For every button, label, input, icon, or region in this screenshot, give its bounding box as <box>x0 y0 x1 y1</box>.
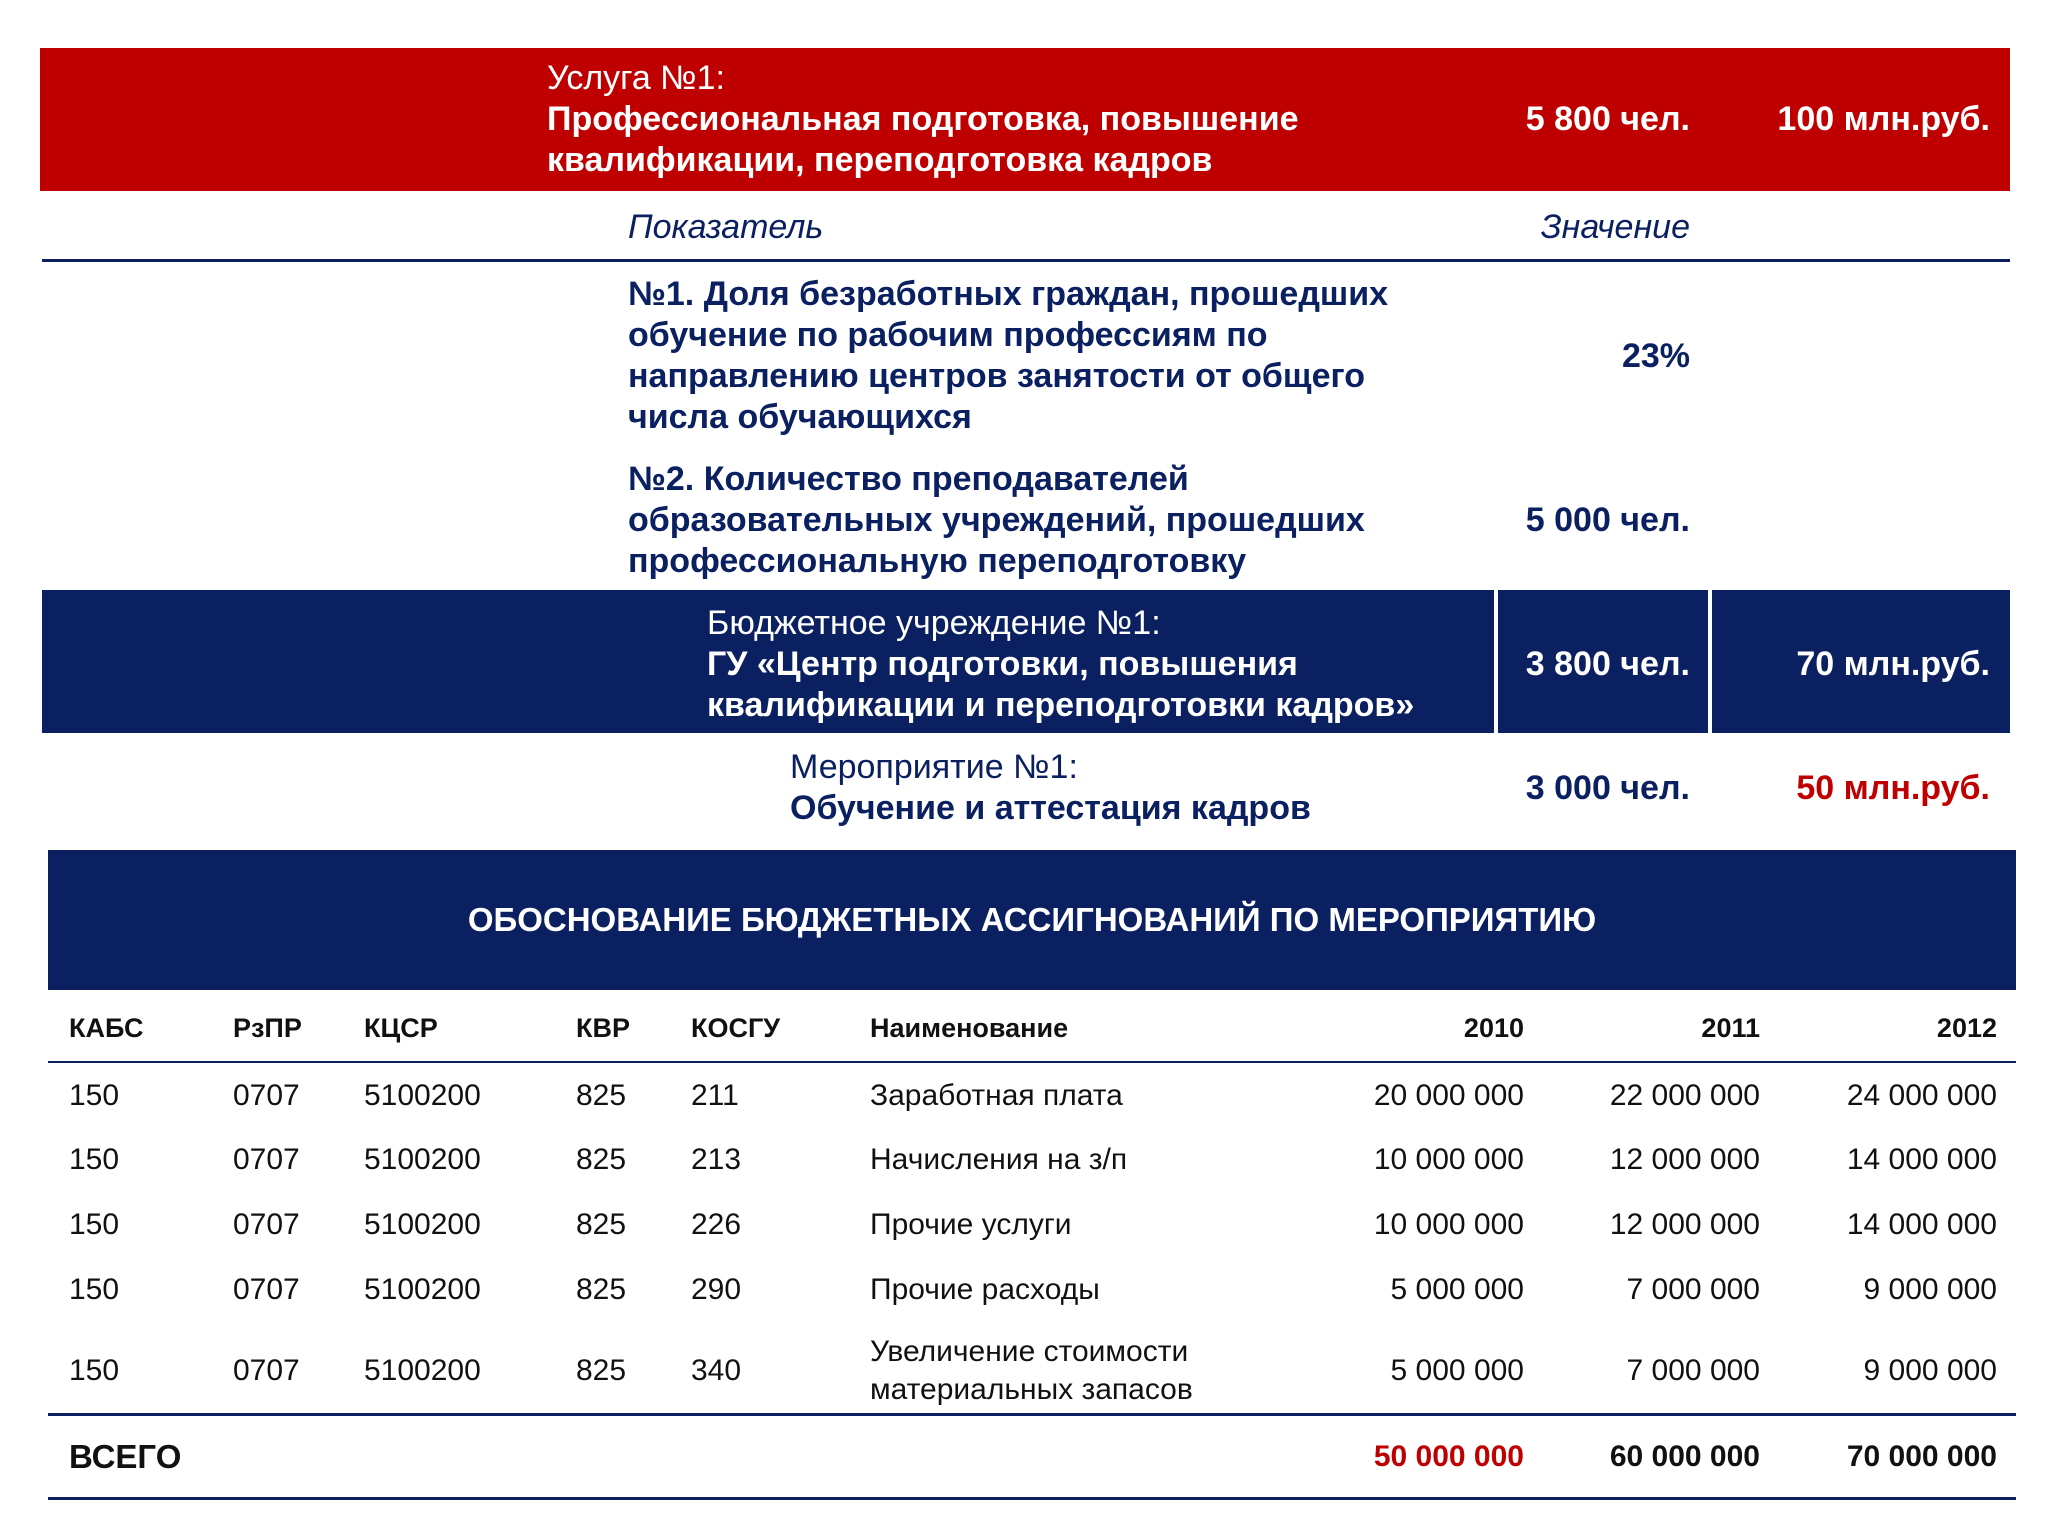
col-header-rzpr: РзПР <box>233 1013 302 1043</box>
cell-2012: 24 000 000 <box>1846 1079 1997 1112</box>
indicator-2-line: №2. Количество преподавателей <box>628 460 1189 498</box>
cell-2010: 5 000 000 <box>1390 1273 1524 1306</box>
cell-kosgu: 290 <box>691 1273 742 1306</box>
col-header-2011: 2011 <box>1701 1013 1760 1043</box>
cell-kosgu: 213 <box>691 1143 742 1176</box>
institution-label: Бюджетное учреждение №1: <box>707 604 1161 642</box>
col-header-kvr: КВР <box>576 1013 630 1043</box>
total-2012: 70 000 000 <box>1846 1440 1997 1473</box>
col-header-name: Наименование <box>870 1013 1069 1043</box>
cell-kvr: 825 <box>576 1273 627 1306</box>
cell-kosgu: 226 <box>691 1208 742 1241</box>
cell-kabs: 150 <box>69 1143 120 1176</box>
indicator-divider <box>42 259 2010 262</box>
cell-kcsr: 5100200 <box>364 1354 481 1387</box>
cell-kcsr: 5100200 <box>364 1273 481 1306</box>
cell-2011: 7 000 000 <box>1626 1273 1760 1306</box>
indicator-2-line: профессиональную переподготовку <box>628 542 1247 580</box>
total-label: ВСЕГО <box>69 1438 182 1475</box>
institution-budget: 70 млн.руб. <box>1796 645 1990 683</box>
cell-2011: 12 000 000 <box>1609 1143 1760 1176</box>
event-people: 3 000 чел. <box>1525 769 1690 807</box>
cell-rzpr: 0707 <box>233 1143 300 1176</box>
indicator-1-line: числа обучающихся <box>628 398 972 436</box>
total-2011: 60 000 000 <box>1609 1440 1760 1473</box>
indicator-1-text <box>628 274 1528 438</box>
cell-kvr: 825 <box>576 1079 627 1112</box>
cell-rzpr: 0707 <box>233 1208 300 1241</box>
indicator-2-line: образовательных учреждений, прошедших <box>628 501 1365 539</box>
cell-rzpr: 0707 <box>233 1079 300 1112</box>
service-people: 5 800 чел. <box>1525 100 1690 138</box>
cell-kosgu: 340 <box>691 1354 742 1387</box>
cell-kabs: 150 <box>69 1273 120 1306</box>
cell-2012: 14 000 000 <box>1846 1208 1997 1241</box>
indicator-2-text <box>628 459 1528 582</box>
cell-name: Прочие услуги <box>870 1208 1072 1241</box>
indicator-2-value: 5 000 чел. <box>1525 501 1690 539</box>
indicator-1-value: 23% <box>1621 337 1690 375</box>
cell-name: Начисления на з/п <box>870 1143 1128 1176</box>
cell-kabs: 150 <box>69 1354 120 1387</box>
institution-people: 3 800 чел. <box>1525 645 1690 683</box>
table-total-divider <box>48 1413 2016 1416</box>
indicator-header-name: Показатель <box>628 208 824 246</box>
cell-kvr: 825 <box>576 1143 627 1176</box>
cell-2011: 12 000 000 <box>1609 1208 1760 1241</box>
cell-kosgu: 211 <box>691 1079 739 1112</box>
indicator-header-value: Значение <box>1540 208 1690 246</box>
cell-2011: 7 000 000 <box>1626 1354 1760 1387</box>
institution-name-line2: квалификации и переподготовки кадров» <box>707 686 1415 724</box>
cell-name: Заработная плата <box>870 1079 1123 1112</box>
service-name-line1: Профессиональная подготовка, повышение <box>547 100 1299 138</box>
cell-kcsr: 5100200 <box>364 1079 481 1112</box>
cell-kvr: 825 <box>576 1208 627 1241</box>
total-2010: 50 000 000 <box>1373 1440 1524 1473</box>
cell-kcsr: 5100200 <box>364 1143 481 1176</box>
cell-rzpr: 0707 <box>233 1273 300 1306</box>
cell-2012: 14 000 000 <box>1846 1143 1997 1176</box>
col-header-kcsr: КЦСР <box>364 1013 438 1043</box>
col-header-2012: 2012 <box>1936 1013 1997 1043</box>
service-budget: 100 млн.руб. <box>1777 100 1990 138</box>
indicator-1-line: направлению центров занятости от общего <box>628 357 1366 395</box>
cell-kvr: 825 <box>576 1354 627 1387</box>
indicator-1-line: обучение по рабочим профессиям по <box>628 316 1268 354</box>
cell-2011: 22 000 000 <box>1609 1079 1760 1112</box>
indicator-1-line: №1. Доля безработных граждан, прошедших <box>628 275 1389 313</box>
event-label: Мероприятие №1: <box>790 748 1078 786</box>
event-budget: 50 млн.руб. <box>1796 769 1990 807</box>
cell-2012: 9 000 000 <box>1863 1354 1997 1387</box>
service-name-line2: квалификации, переподготовка кадров <box>547 141 1213 179</box>
cell-2010: 10 000 000 <box>1373 1208 1524 1241</box>
col-header-kabs: КАБС <box>69 1013 144 1043</box>
cell-name: Увеличение стоимости <box>870 1335 1189 1368</box>
table-header-divider <box>48 1061 2016 1063</box>
table-bottom-divider <box>48 1497 2016 1500</box>
cell-2012: 9 000 000 <box>1863 1273 1997 1306</box>
cell-2010: 20 000 000 <box>1373 1079 1524 1112</box>
col-header-2010: 2010 <box>1463 1013 1524 1043</box>
col-header-kosgu: КОСГУ <box>691 1013 781 1043</box>
cell-name: материальных запасов <box>870 1373 1193 1406</box>
service-label: Услуга №1: <box>547 59 726 97</box>
cell-kabs: 150 <box>69 1079 120 1112</box>
cell-2010: 10 000 000 <box>1373 1143 1524 1176</box>
cell-kabs: 150 <box>69 1208 120 1241</box>
institution-name-line1: ГУ «Центр подготовки, повышения <box>707 645 1298 683</box>
justification-title: ОБОСНОВАНИЕ БЮДЖЕТНЫХ АССИГНОВАНИЙ ПО МЕРОПРИЯТИЮ <box>467 901 1597 938</box>
cell-kcsr: 5100200 <box>364 1208 481 1241</box>
cell-name: Прочие расходы <box>870 1273 1100 1306</box>
cell-2010: 5 000 000 <box>1390 1354 1524 1387</box>
event-name: Обучение и аттестация кадров <box>790 789 1311 827</box>
cell-rzpr: 0707 <box>233 1354 300 1387</box>
